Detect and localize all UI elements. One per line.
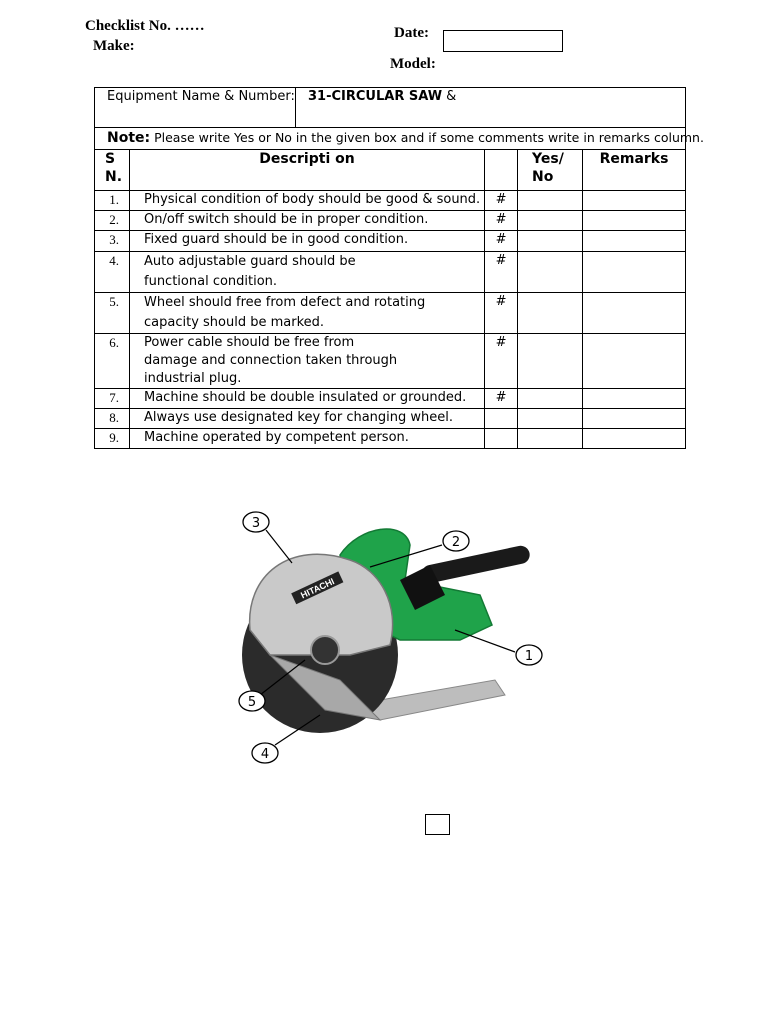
row-description: Physical condition of body should be good & sound. — [130, 191, 485, 211]
row-mark: # — [485, 252, 518, 293]
note-label: Note: — [107, 130, 151, 146]
row-description: Fixed guard should be in good condition. — [130, 231, 485, 252]
circular-saw-image — [230, 505, 550, 775]
header-description: Descripti on — [130, 150, 485, 191]
small-checkbox[interactable] — [425, 814, 450, 835]
header-mark-blank — [485, 150, 518, 191]
note-row — [95, 128, 686, 150]
row-sn: 6. — [95, 334, 130, 389]
row-sn: 4. — [95, 252, 130, 293]
equipment-name-cell — [296, 88, 686, 128]
row-remarks-cell[interactable] — [583, 191, 686, 211]
equipment-row — [95, 88, 686, 128]
row-mark: # — [485, 211, 518, 231]
row-sn: 9. — [95, 429, 130, 449]
row-sn: 3. — [95, 231, 130, 252]
svg-text:4: 4 — [260, 747, 270, 762]
row-mark: # — [485, 231, 518, 252]
row-remarks-cell[interactable] — [583, 231, 686, 252]
callout-4 — [252, 743, 278, 763]
callout-5 — [239, 691, 265, 711]
header-yes-no: Yes/ No — [518, 150, 583, 191]
callout-1 — [516, 645, 542, 665]
row-description: On/off switch should be in proper condition. — [130, 211, 485, 231]
row-yes-no-cell[interactable] — [518, 389, 583, 409]
row-remarks-cell[interactable] — [583, 409, 686, 429]
row-sn: 5. — [95, 293, 130, 334]
row-remarks-cell[interactable] — [583, 429, 686, 449]
callout-3 — [243, 512, 269, 532]
row-description: Wheel should free from defect and rotating capacity should be marked. — [130, 293, 485, 334]
row-description: Power cable should be free from damage and connection taken through industrial plug. — [130, 334, 485, 389]
table-row — [95, 231, 686, 252]
date-field[interactable] — [443, 30, 563, 52]
row-yes-no-cell[interactable] — [518, 191, 583, 211]
table-row — [95, 252, 686, 293]
row-yes-no-cell[interactable] — [518, 429, 583, 449]
svg-text:1: 1 — [524, 649, 534, 664]
svg-text:5: 5 — [247, 695, 257, 710]
table-row — [95, 389, 686, 409]
make-label: Make: — [93, 38, 135, 54]
row-yes-no-cell[interactable] — [518, 334, 583, 389]
callout-2 — [443, 531, 469, 551]
date-label: Date: — [394, 25, 429, 41]
row-mark: # — [485, 191, 518, 211]
row-mark — [485, 409, 518, 429]
equipment-name-value: 31-CIRCULAR SAW — [308, 89, 443, 104]
brand-label: HITACHI — [299, 576, 336, 601]
row-yes-no-cell[interactable] — [518, 409, 583, 429]
checklist-number-label: Checklist No. …… — [85, 18, 205, 34]
arbor-nut — [311, 636, 339, 664]
row-description: Machine should be double insulated or grounded. — [130, 389, 485, 409]
row-remarks-cell[interactable] — [583, 389, 686, 409]
row-description: Auto adjustable guard should be functional condition. — [130, 252, 485, 293]
row-sn: 1. — [95, 191, 130, 211]
row-remarks-cell[interactable] — [583, 334, 686, 389]
table-row — [95, 211, 686, 231]
table-row — [95, 191, 686, 211]
header-sn: S N. — [95, 150, 130, 191]
header-remarks: Remarks — [583, 150, 686, 191]
row-yes-no-cell[interactable] — [518, 252, 583, 293]
model-label: Model: — [390, 56, 436, 72]
row-mark: # — [485, 293, 518, 334]
row-mark: # — [485, 334, 518, 389]
row-remarks-cell[interactable] — [583, 252, 686, 293]
row-yes-no-cell[interactable] — [518, 211, 583, 231]
equipment-name-label: Equipment Name & Number: — [95, 88, 296, 128]
row-sn: 8. — [95, 409, 130, 429]
row-description: Machine operated by competent person. — [130, 429, 485, 449]
row-mark — [485, 429, 518, 449]
note-cell — [95, 128, 704, 150]
svg-text:3: 3 — [251, 516, 261, 531]
row-yes-no-cell[interactable] — [518, 231, 583, 252]
row-description: Always use designated key for changing wheel. — [130, 409, 485, 429]
table-row — [95, 293, 686, 334]
equipment-name-suffix: & — [442, 89, 457, 104]
row-remarks-cell[interactable] — [583, 293, 686, 334]
row-mark: # — [485, 389, 518, 409]
checklist-table — [94, 87, 704, 449]
row-sn: 7. — [95, 389, 130, 409]
row-remarks-cell[interactable] — [583, 211, 686, 231]
note-text: Please write Yes or No in the given box and if some comments write in remarks column. — [150, 130, 704, 145]
row-sn: 2. — [95, 211, 130, 231]
table-row — [95, 429, 686, 449]
table-row — [95, 409, 686, 429]
table-row — [95, 334, 686, 389]
table-header-row — [95, 150, 686, 191]
svg-text:2: 2 — [451, 535, 461, 550]
row-yes-no-cell[interactable] — [518, 293, 583, 334]
